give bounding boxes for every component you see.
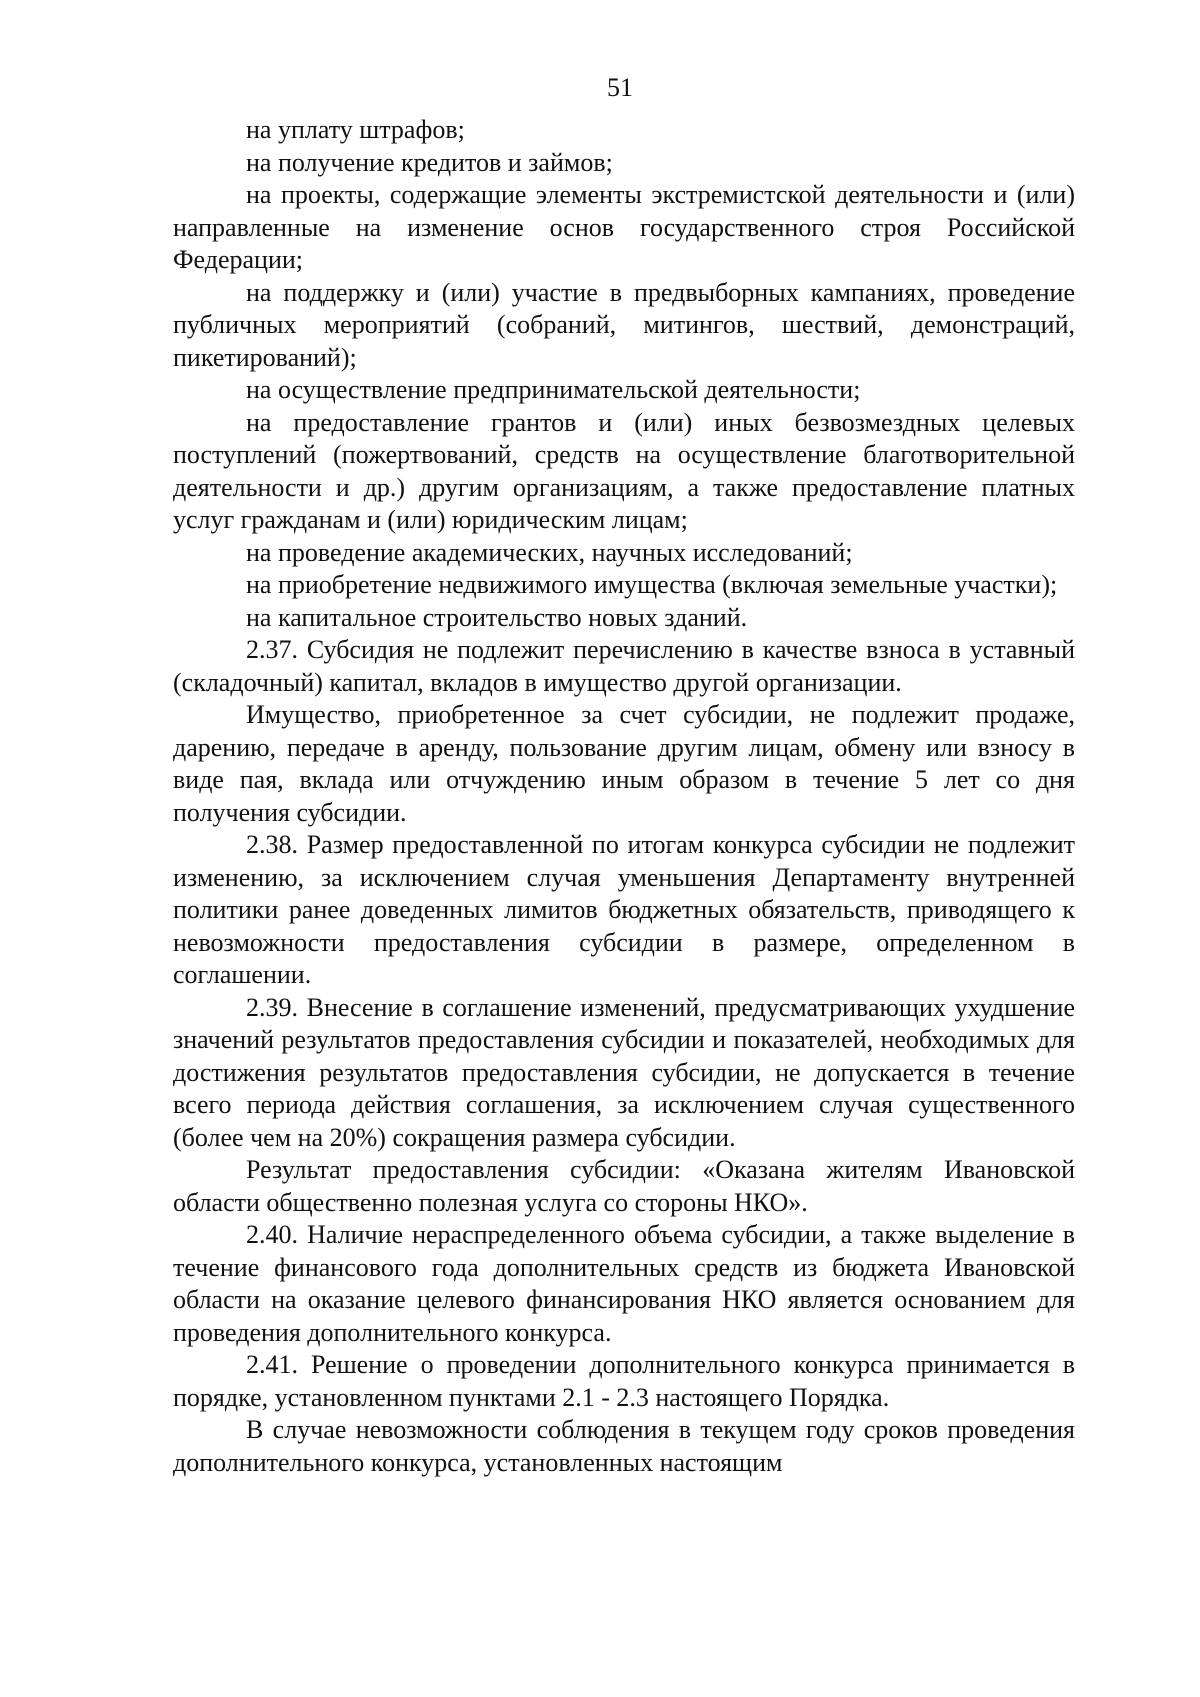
paragraph-2-41: 2.41. Решение о проведении дополнительного конкурса принимается в порядке, установленном пунктами 2.1 - 2.3 настоящего Порядка. xyxy=(173,1350,1075,1412)
paragraph-research: на проведение академических, научных исследований; xyxy=(246,537,853,567)
paragraph-construction: на капитальное строительство новых зданий. xyxy=(246,602,748,632)
paragraph-2-38: 2.38. Размер предоставленной по итогам конкурса субсидии не подлежит изменению, за исключением случая уменьшения Департаменту внутренней политики ранее доведенных лимитов бюджетных обязательств, приводящего к невозможности предоставления субсидии в размере, определенном в соглашении. xyxy=(173,830,1075,989)
page-number: 51 xyxy=(607,73,633,102)
paragraph-result: Результат предоставления субсидии: «Оказана жителям Ивановской области общественно полезная услуга со стороны НКО». xyxy=(173,1155,1075,1217)
paragraph-2-37: 2.37. Субсидия не подлежит перечислению в качестве взноса в уставный (складочный) капитал, вкладов в имущество другой организации. xyxy=(173,635,1075,697)
paragraph-fines: на уплату штрафов; xyxy=(246,115,465,144)
paragraph-2-39: 2.39. Внесение в соглашение изменений, предусматривающих ухудшение значений результатов предоставления субсидии и показателей, необходимых для достижения результатов предоставления субсидии, не допускается в течение всего периода действия соглашения, за исключением случая существенного (более чем на 20%) сокращения размера субсидии. xyxy=(173,992,1075,1152)
paragraph-impossibility: В случае невозможности соблюдения в текущем году сроков проведения дополнительного конкурса, установленных настоящим xyxy=(173,1415,1075,1477)
paragraph-loans: на получение кредитов и займов; xyxy=(246,147,613,177)
paragraph-grants: на предоставление грантов и (или) иных безвозмездных целевых поступлений (пожертвований, средств на осуществление благотворительной деятельности и др.) другим организациям, а также предоставление платных услуг гражданам и (или) юридическим лицам; xyxy=(173,407,1075,534)
paragraph-entrepreneurship: на осуществление предпринимательской деятельности; xyxy=(246,375,861,404)
paragraph-real-estate: на приобретение недвижимого имущества (включая земельные участки); xyxy=(246,570,1058,599)
paragraph-2-40: 2.40. Наличие нераспределенного объема субсидии, а также выделение в течение финансового года дополнительных средств из бюджета Ивановской области на оказание целевого финансирования НКО является основанием для проведения дополнительного конкурса. xyxy=(173,1220,1075,1347)
paragraph-property: Имущество, приобретенное за счет субсидии, не подлежит продаже, дарению, передаче в аренду, пользование другим лицам, обмену или взносу в виде пая, вклада или отчуждению иным образом в течение 5 лет со дня получения субсидии. xyxy=(173,700,1075,827)
paragraph-extremist-projects: на проекты, содержащие элементы экстремистской деятельности и (или) направленные на изменение основ государственного строя Российской Федерации; xyxy=(173,180,1075,274)
paragraph-election-campaigns: на поддержку и (или) участие в предвыборных кампаниях, проведение публичных мероприятий (собраний, митингов, шествий, демонстраций, пикетирований); xyxy=(173,277,1075,372)
document-body xyxy=(173,114,1075,1479)
